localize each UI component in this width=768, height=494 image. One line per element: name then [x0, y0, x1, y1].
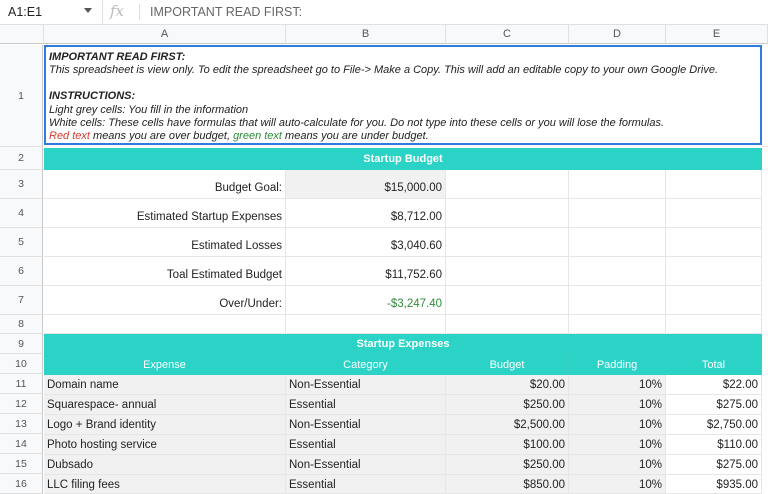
empty-cell[interactable] [569, 228, 666, 257]
empty-cell[interactable] [569, 170, 666, 199]
empty-cell[interactable] [569, 199, 666, 228]
expense-budget[interactable]: $250.00 [446, 455, 569, 475]
column-header-c[interactable]: C [446, 25, 569, 44]
expense-total[interactable]: $110.00 [666, 435, 762, 455]
empty-cell[interactable] [286, 315, 446, 334]
row-header-2[interactable]: 2 [0, 147, 43, 170]
expense-name[interactable]: LLC filing fees [44, 475, 286, 494]
column-header-b[interactable]: B [286, 25, 446, 44]
expense-budget[interactable]: $250.00 [446, 395, 569, 415]
expense-column-header[interactable]: Expense [44, 355, 286, 375]
empty-cell[interactable] [666, 170, 762, 199]
instructions-legend [49, 130, 757, 143]
column-header-a[interactable]: A [44, 25, 286, 44]
budget-label[interactable]: Budget Goal: [44, 170, 286, 199]
expense-name[interactable]: Photo hosting service [44, 435, 286, 455]
expense-name[interactable]: Domain name [44, 375, 286, 395]
instructions-cell[interactable] [44, 45, 762, 145]
empty-cell[interactable] [666, 315, 762, 334]
row-header-8[interactable]: 8 [0, 315, 43, 334]
budget-label[interactable]: Estimated Losses [44, 228, 286, 257]
empty-cell[interactable] [666, 228, 762, 257]
expense-total[interactable]: $2,750.00 [666, 415, 762, 435]
expense-category[interactable]: Non-Essential [286, 375, 446, 395]
expense-name[interactable]: Logo + Brand identity [44, 415, 286, 435]
row-header-16[interactable]: 16 [0, 474, 43, 494]
budget-value[interactable]: $8,712.00 [286, 199, 446, 228]
formula-input[interactable]: IMPORTANT READ FIRST: [150, 5, 303, 19]
expense-budget[interactable]: $100.00 [446, 435, 569, 455]
fx-icon: fx [110, 2, 125, 20]
budget-value[interactable]: $15,000.00 [286, 170, 446, 199]
select-all-corner[interactable] [0, 25, 44, 44]
empty-cell[interactable] [666, 286, 762, 315]
name-box[interactable] [0, 0, 103, 24]
cell-filler [762, 45, 768, 147]
row-header-12[interactable]: 12 [0, 394, 43, 414]
empty-cell[interactable] [569, 257, 666, 286]
formula-bar [0, 0, 768, 25]
expense-padding[interactable]: 10% [569, 375, 666, 395]
expense-total[interactable]: $275.00 [666, 395, 762, 415]
row-header-11[interactable]: 11 [0, 374, 43, 394]
divider [139, 4, 140, 20]
instructions-subtitle: INSTRUCTIONS: [49, 90, 136, 103]
budget-label[interactable]: Over/Under: [44, 286, 286, 315]
row-header-4[interactable]: 4 [0, 199, 43, 228]
legend-text: means you are under budget. [281, 130, 429, 143]
expense-padding[interactable]: 10% [569, 455, 666, 475]
expense-padding[interactable]: 10% [569, 415, 666, 435]
instructions-title: IMPORTANT READ FIRST: [49, 51, 186, 63]
instructions-line: White cells: These cells have formulas that will auto-calculate for you. Do not type into these cells or you will lose the formulas. [49, 116, 665, 129]
instructions-line: This spreadsheet is view only. To edit the spreadsheet go to File-> Make a Copy. This will add an editable copy to your own Google Drive. [49, 64, 719, 77]
legend-text: means you are over budget, [89, 130, 234, 143]
expense-budget[interactable]: $2,500.00 [446, 415, 569, 435]
expense-padding[interactable]: 10% [569, 435, 666, 455]
chevron-down-icon[interactable] [84, 8, 92, 13]
row-header-15[interactable]: 15 [0, 454, 43, 474]
empty-cell[interactable] [569, 286, 666, 315]
empty-cell[interactable] [666, 257, 762, 286]
row-header-6[interactable]: 6 [0, 257, 43, 286]
expense-category[interactable]: Non-Essential [286, 415, 446, 435]
expense-budget[interactable]: $850.00 [446, 475, 569, 494]
startup-budget-header[interactable]: Startup Budget [44, 148, 762, 170]
empty-cell[interactable] [446, 315, 569, 334]
expense-padding[interactable]: 10% [569, 395, 666, 415]
empty-cell[interactable] [569, 315, 666, 334]
green-text-label: green text [233, 130, 282, 143]
expense-category[interactable]: Essential [286, 435, 446, 455]
expense-total[interactable]: $935.00 [666, 475, 762, 494]
budget-value[interactable]: $3,040.60 [286, 228, 446, 257]
expense-budget[interactable]: $20.00 [446, 375, 569, 395]
total-column-header[interactable]: Total [666, 355, 762, 375]
budget-label[interactable]: Toal Estimated Budget [44, 257, 286, 286]
column-header-e[interactable]: E [666, 25, 768, 44]
expense-total[interactable]: $22.00 [666, 375, 762, 395]
expense-padding[interactable]: 10% [569, 475, 666, 494]
empty-cell[interactable] [446, 228, 569, 257]
spacer [49, 77, 757, 90]
empty-cell[interactable] [44, 315, 286, 334]
row-header-9[interactable]: 9 [0, 334, 43, 354]
empty-cell[interactable] [446, 286, 569, 315]
padding-column-header[interactable]: Padding [569, 355, 666, 375]
empty-cell[interactable] [666, 199, 762, 228]
expense-category[interactable]: Non-Essential [286, 455, 446, 475]
instructions-line: Light grey cells: You fill in the information [49, 103, 249, 116]
budget-column-header[interactable]: Budget [446, 355, 569, 375]
expense-category[interactable]: Essential [286, 475, 446, 494]
row-header-10[interactable]: 10 [0, 354, 43, 374]
over-under-value[interactable]: -$3,247.40 [286, 286, 446, 315]
row-header-7[interactable]: 7 [0, 286, 43, 315]
budget-label[interactable]: Estimated Startup Expenses [44, 199, 286, 228]
row-header-3[interactable]: 3 [0, 170, 43, 199]
expense-name[interactable]: Squarespace- annual [44, 395, 286, 415]
cell-reference: A1:E1 [8, 5, 43, 19]
empty-cell[interactable] [446, 170, 569, 199]
empty-cell[interactable] [446, 199, 569, 228]
empty-cell[interactable] [446, 257, 569, 286]
row-header-13[interactable]: 13 [0, 414, 43, 434]
row-header-5[interactable]: 5 [0, 228, 43, 257]
row-header-14[interactable]: 14 [0, 434, 43, 454]
budget-value[interactable]: $11,752.60 [286, 257, 446, 286]
column-header-d[interactable]: D [569, 25, 666, 44]
row-header-1[interactable]: 1 [0, 45, 43, 147]
expense-category[interactable]: Essential [286, 395, 446, 415]
red-text-label: Red text [49, 130, 90, 143]
category-column-header[interactable]: Category [286, 355, 446, 375]
startup-expenses-header[interactable]: Startup Expenses [44, 334, 762, 355]
expense-total[interactable]: $275.00 [666, 455, 762, 475]
expense-name[interactable]: Dubsado [44, 455, 286, 475]
